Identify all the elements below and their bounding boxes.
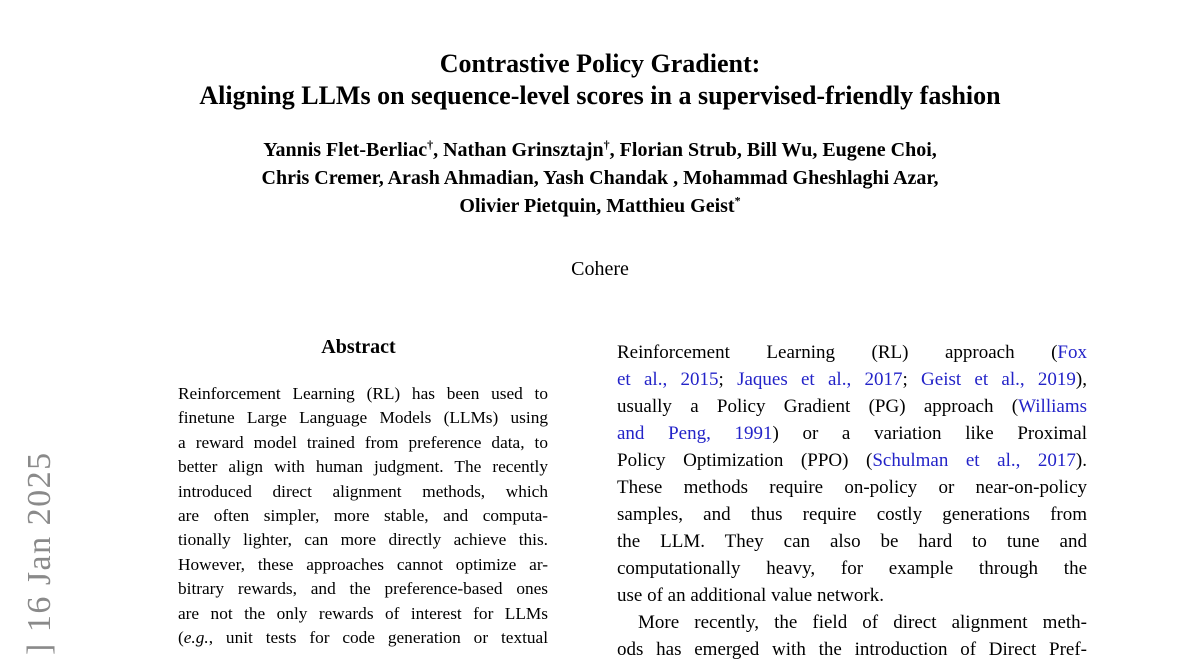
text-span: ; [718, 369, 738, 390]
citation-link[interactable]: Schulman et al., 2017 [872, 450, 1076, 471]
text-span: ( [178, 628, 184, 648]
citation-link[interactable]: Williams [1018, 396, 1087, 417]
abstract-text-line [178, 455, 548, 479]
abstract-text-line [178, 504, 548, 528]
text-span: ) or a variation like Proximal [772, 423, 1087, 444]
text-span: are not the only rewards of interest for LLMs [178, 603, 548, 623]
abstract-heading: Abstract [321, 336, 396, 358]
text-span: These methods require on-policy or near-on-policy [617, 477, 1087, 498]
introduction-text-line [617, 609, 1087, 636]
introduction-text-line [617, 555, 1087, 582]
italic-text: e.g. [183, 628, 209, 648]
author-line [0, 136, 1200, 164]
author-line [0, 192, 1200, 220]
text-span: a reward model trained from preference data, to [178, 432, 548, 452]
text-span: , Nathan Grinsztajn [433, 139, 604, 161]
citation-link[interactable]: Jaques et al., 2017 [737, 369, 903, 390]
abstract-text-line [178, 626, 548, 650]
citation-link[interactable]: Geist et al., 2019 [921, 369, 1076, 390]
introduction-text-line [617, 420, 1087, 447]
author-line [0, 164, 1200, 192]
paper-title-line1: Contrastive Policy Gradient: [439, 49, 761, 78]
text-span: tionally lighter, can more directly achieve this. [178, 530, 548, 550]
text-span: ods has emerged with the introduction of Direct Pref- [617, 639, 1087, 660]
abstract-text-line [178, 431, 548, 455]
introduction-text-line [617, 366, 1087, 393]
abstract-text-line [178, 577, 548, 601]
abstract-text-line [178, 480, 548, 504]
introduction-text-line [617, 393, 1087, 420]
text-span: ), [1075, 369, 1087, 390]
author-footnote-marker: † [427, 137, 434, 152]
abstract-text [178, 382, 548, 650]
text-span: Policy Optimization (PPO) ( [617, 450, 873, 471]
text-span: , unit tests for code generation or textual [208, 628, 548, 648]
author-list [0, 136, 1200, 220]
text-span: finetune Large Language Models (LLMs) using [178, 408, 548, 428]
text-span: , Florian Strub, Bill Wu, Eugene Choi, [609, 139, 937, 161]
text-span: bitrary rewards, and the preference-based ones [178, 579, 548, 599]
text-span: use of an additional value network. [617, 585, 884, 606]
introduction-text-line [617, 528, 1087, 555]
abstract-text-line [178, 382, 548, 406]
introduction-text-line [617, 582, 1087, 609]
text-span: introduced direct alignment methods, which [178, 481, 548, 501]
text-span: better align with human judgment. The recently [178, 457, 548, 477]
text-span: usually a Policy Gradient (PG) approach ( [617, 396, 1019, 417]
citation-link[interactable]: et al., 2015 [617, 369, 719, 390]
text-span: samples, and thus require costly generations from [617, 504, 1087, 525]
text-span: More recently, the field of direct alignment meth- [638, 612, 1087, 633]
text-span: the LLM. They can also be hard to tune and [617, 531, 1087, 552]
paper-title [0, 48, 1200, 112]
text-span: computationally heavy, for example through the [617, 558, 1087, 579]
introduction-text-line [617, 501, 1087, 528]
affiliation: Cohere [571, 258, 629, 280]
text-span: Reinforcement Learning (RL) approach ( [617, 342, 1058, 363]
author-footnote-marker: † [603, 137, 610, 152]
citation-link[interactable]: and Peng, 1991 [617, 423, 773, 444]
text-span: Olivier Pietquin, Matthieu Geist [459, 195, 735, 217]
abstract-text-line [178, 406, 548, 430]
introduction-text-line [617, 339, 1087, 366]
text-span: ; [902, 369, 922, 390]
text-span: are often simpler, more stable, and computa- [178, 506, 548, 526]
introduction-text-line [617, 636, 1087, 663]
text-span: ). [1075, 450, 1087, 471]
paper-title-line2: Aligning LLMs on sequence-level scores in a supervised-friendly fashion [199, 81, 1001, 110]
text-span: Yannis Flet-Berliac [263, 139, 428, 161]
text-span: However, these approaches cannot optimize ar- [178, 554, 548, 574]
abstract-text-line [178, 553, 548, 577]
arxiv-watermark-date: ] 16 Jan 2025 [21, 451, 58, 655]
introduction-text [617, 339, 1087, 663]
citation-link[interactable]: Fox [1057, 342, 1087, 363]
introduction-text-line [617, 474, 1087, 501]
abstract-text-line [178, 528, 548, 552]
text-span: Chris Cremer, Arash Ahmadian, Yash Chandak , Mohammad Gheshlaghi Azar, [261, 167, 939, 189]
text-span: Reinforcement Learning (RL) has been used to [178, 384, 548, 403]
abstract-text-line [178, 602, 548, 626]
author-footnote-marker: * [734, 193, 741, 208]
introduction-text-line [617, 447, 1087, 474]
